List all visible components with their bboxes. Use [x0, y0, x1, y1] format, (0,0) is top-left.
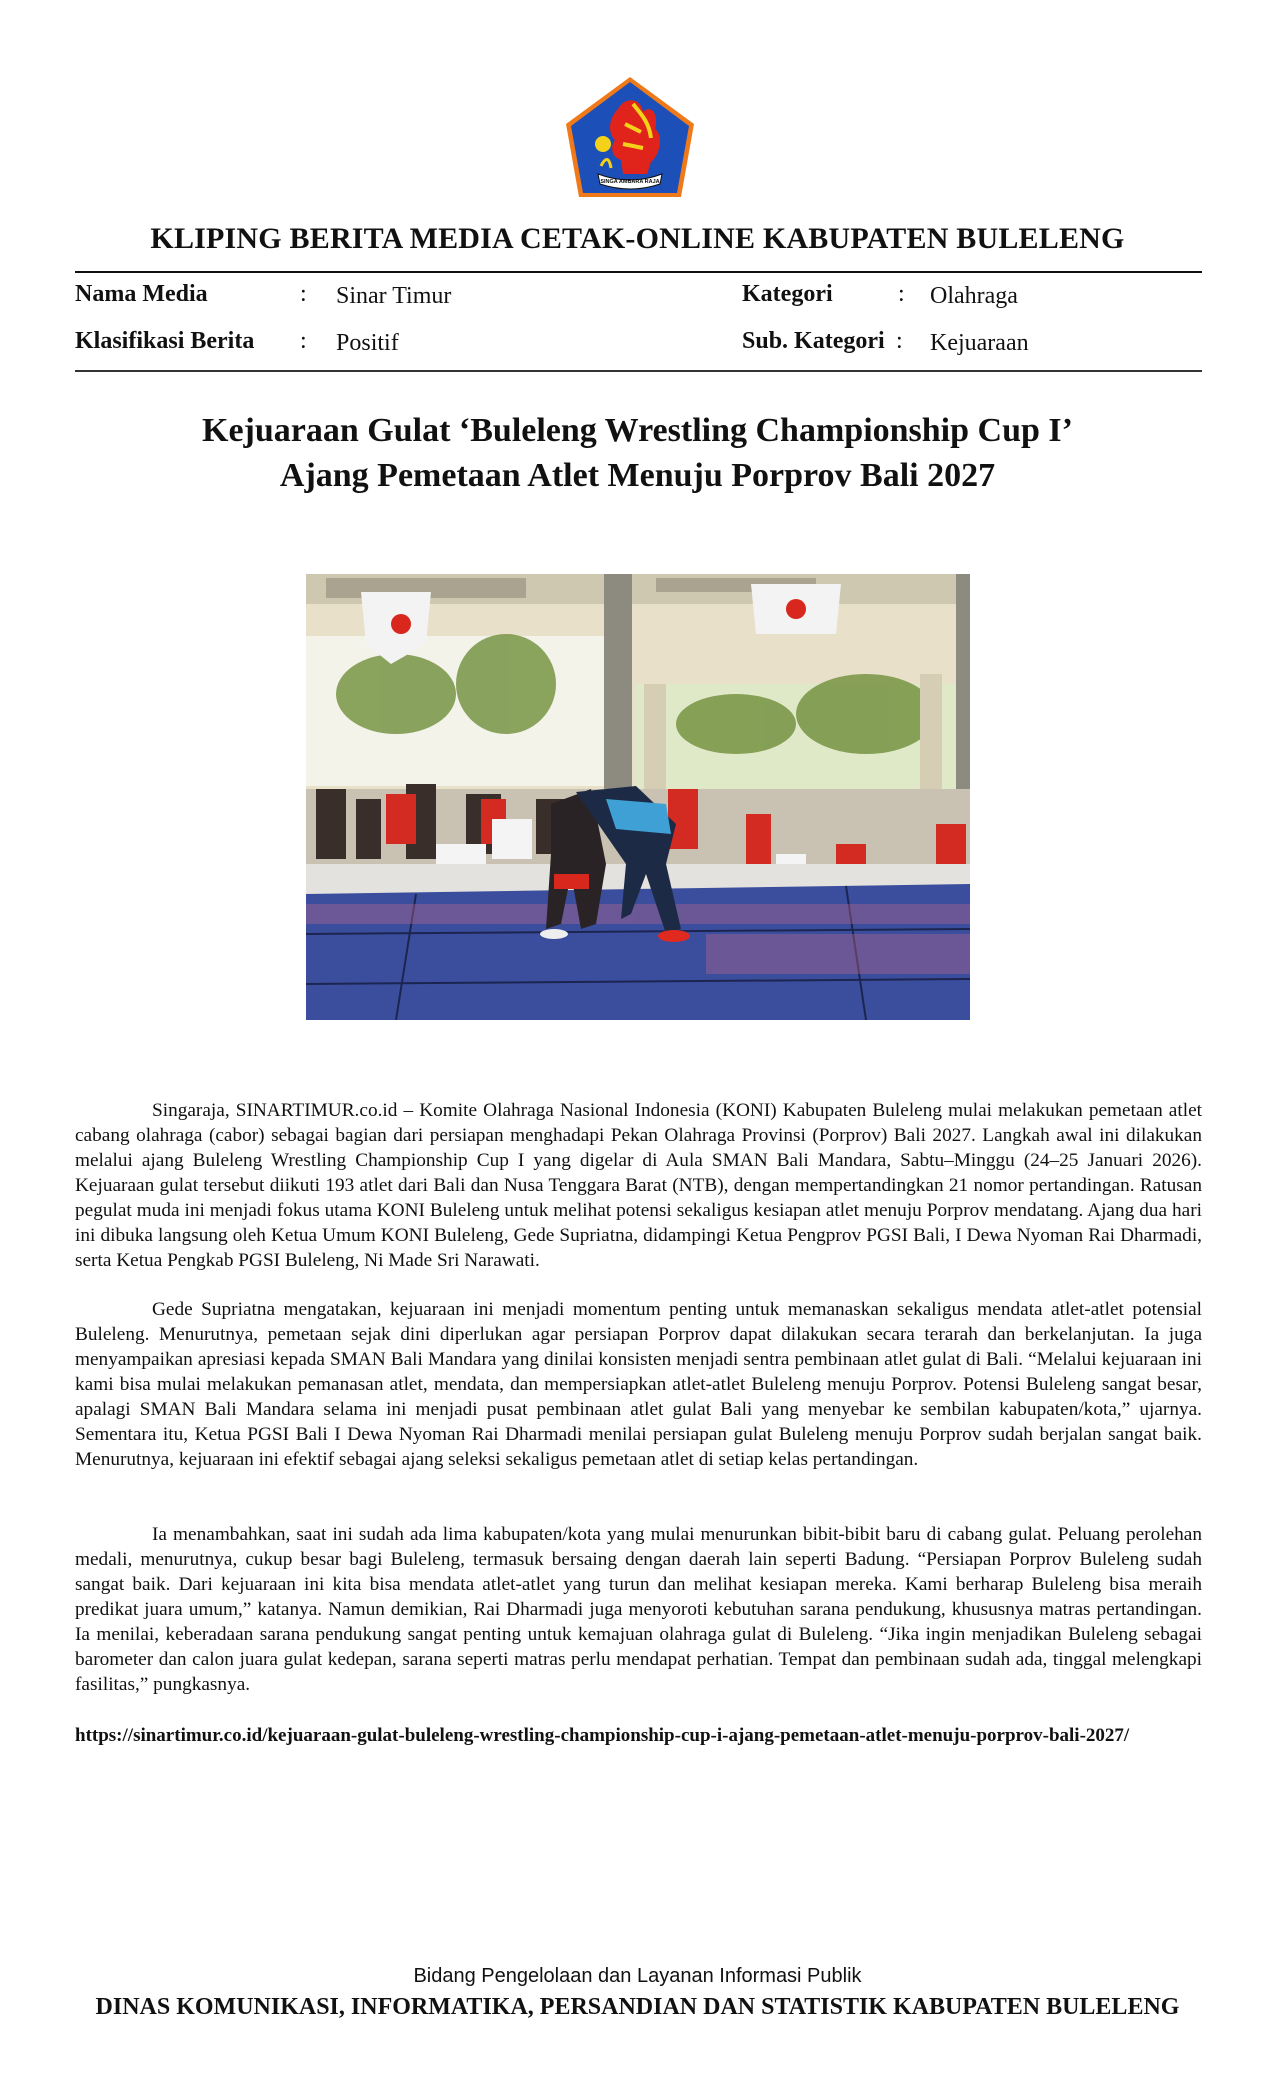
klasifikasi-label: Klasifikasi Berita: [75, 328, 255, 354]
document-title: KLIPING BERITA MEDIA CETAK-ONLINE KABUPATEN BULELENG: [150, 222, 1125, 255]
kategori-label: Kategori: [742, 281, 833, 307]
article-headline: [0, 408, 1275, 498]
kategori-value: Olahraga: [930, 283, 1018, 309]
colon: :: [300, 328, 307, 354]
nama-media-label: Nama Media: [75, 281, 208, 307]
svg-text:SINGA AMBARA RAJA: SINGA AMBARA RAJA: [600, 179, 660, 185]
wrestling-match-photo: [306, 574, 970, 1020]
article-paragraph: Gede Supriatna mengatakan, kejuaraan ini menjadi momentum penting untuk memanaskan sekaligus mendata atlet-atlet potensial Buleleng. Menurutnya, pemetaan sejak dini diperlukan agar persiapan Porprov dapat dilakukan secara terarah dan berkelanjutan. Ia juga menyampaikan apresiasi kepada SMAN Bali Mandara yang dinilai konsisten menjadi sentra pembinaan atlet gulat di Bali. “Melalui kejuaraan ini kami bisa mulai melakukan pemanasan atlet, mendata, dan mempersiapkan atlet-atlet Buleleng menuju Porprov. Potensi Buleleng sangat besar, apalagi SMAN Bali Mandara selama ini menjadi pusat pembinaan atlet gulat Bali yang menyebar ke sembilan kabupaten/kota,” ujarnya. Sementara itu, Ketua PGSI Bali I Dewa Nyoman Rai Dharmadi menilai persiapan gulat Buleleng menuju Porprov sudah berjalan sangat baik. Menurutnya, kejuaraan ini efektif sebagai ajang seleksi sekaligus pemetaan atlet di setiap kelas pertandingan.: [75, 1299, 1202, 1470]
headline-line-1: Kejuaraan Gulat ‘Buleleng Wrestling Championship Cup I’: [202, 412, 1073, 449]
footer-division: Bidang Pengelolaan dan Layanan Informasi Publik: [413, 1965, 862, 1987]
nama-media-value: Sinar Timur: [336, 283, 452, 309]
divider-bottom: [75, 370, 1202, 372]
headline-line-2: Ajang Pemetaan Atlet Menuju Porprov Bali 2027: [279, 457, 996, 494]
article-paragraph: Singaraja, SINARTIMUR.co.id – Komite Olahraga Nasional Indonesia (KONI) Kabupaten Buleleng mulai melakukan pemetaan atlet cabang olahraga (cabor) sebagai bagian dari persiapan menghadapi Pekan Olahraga Provinsi (Porprov) Bali 2027. Langkah awal ini dilakukan melalui ajang Buleleng Wrestling Championship Cup I yang digelar di Aula SMAN Bali Mandara, Sabtu–Minggu (24–25 Januari 2026). Kejuaraan gulat tersebut diikuti 193 atlet dari Bali dan Nusa Tenggara Barat (NTB), dengan mempertandingkan 21 nomor pertandingan. Ratusan pegulat muda ini menjadi fokus utama KONI Buleleng untuk melihat potensi sekaligus kesiapan atlet menuju Porprov mendatang. Ajang dua hari ini dibuka langsung oleh Ketua Umum KONI Buleleng, Gede Supriatna, didampingi Ketua Pengprov PGSI Bali, I Dewa Nyoman Rai Dharmadi, serta Ketua Pengkab PGSI Buleleng, Ni Made Sri Narawati.: [75, 1100, 1202, 1271]
colon: :: [896, 328, 903, 354]
klasifikasi-value: Positif: [336, 330, 399, 356]
divider-top: [75, 271, 1202, 273]
subkategori-label: Sub. Kategori: [742, 328, 885, 354]
subkategori-value: Kejuaraan: [930, 330, 1029, 356]
colon: :: [898, 281, 905, 307]
colon: :: [300, 281, 307, 307]
article-paragraph: Ia menambahkan, saat ini sudah ada lima kabupaten/kota yang mulai menurunkan bibit-bibit baru di cabang gulat. Peluang perolehan medali, menurutnya, cukup besar bagi Buleleng, termasuk bersaing dengan daerah lain seperti Badung. “Persiapan Porprov Buleleng sudah sangat baik. Dari kejuaraan ini kita bisa mendata atlet-atlet yang turun dan melihat kesiapan mereka. Kami berharap Buleleng bisa meraih predikat juara umum,” katanya. Namun demikian, Rai Dharmadi juga menyoroti kebutuhan sarana pendukung, khususnya matras pertandingan. Ia menilai, keberadaan sarana pendukung sangat penting untuk kemajuan olahraga gulat di Buleleng. “Jika ingin menjadikan Buleleng sebagai barometer dan calon juara gulat kedepan, sarana seperti matras perlu mendapat perhatian. Tempat dan pembinaan sudah ada, tinggal melengkapi fasilitas,” pungkasnya.: [75, 1524, 1202, 1695]
buleleng-regency-logo: [563, 74, 697, 200]
footer-agency: DINAS KOMUNIKASI, INFORMATIKA, PERSANDIAN DAN STATISTIK KABUPATEN BULELENG: [95, 1994, 1180, 2020]
source-link[interactable]: https://sinartimur.co.id/kejuaraan-gulat-buleleng-wrestling-championship-cup-i-ajang-pemetaan-atlet-menuju-porprov-bali-2027/: [75, 1725, 1130, 1746]
